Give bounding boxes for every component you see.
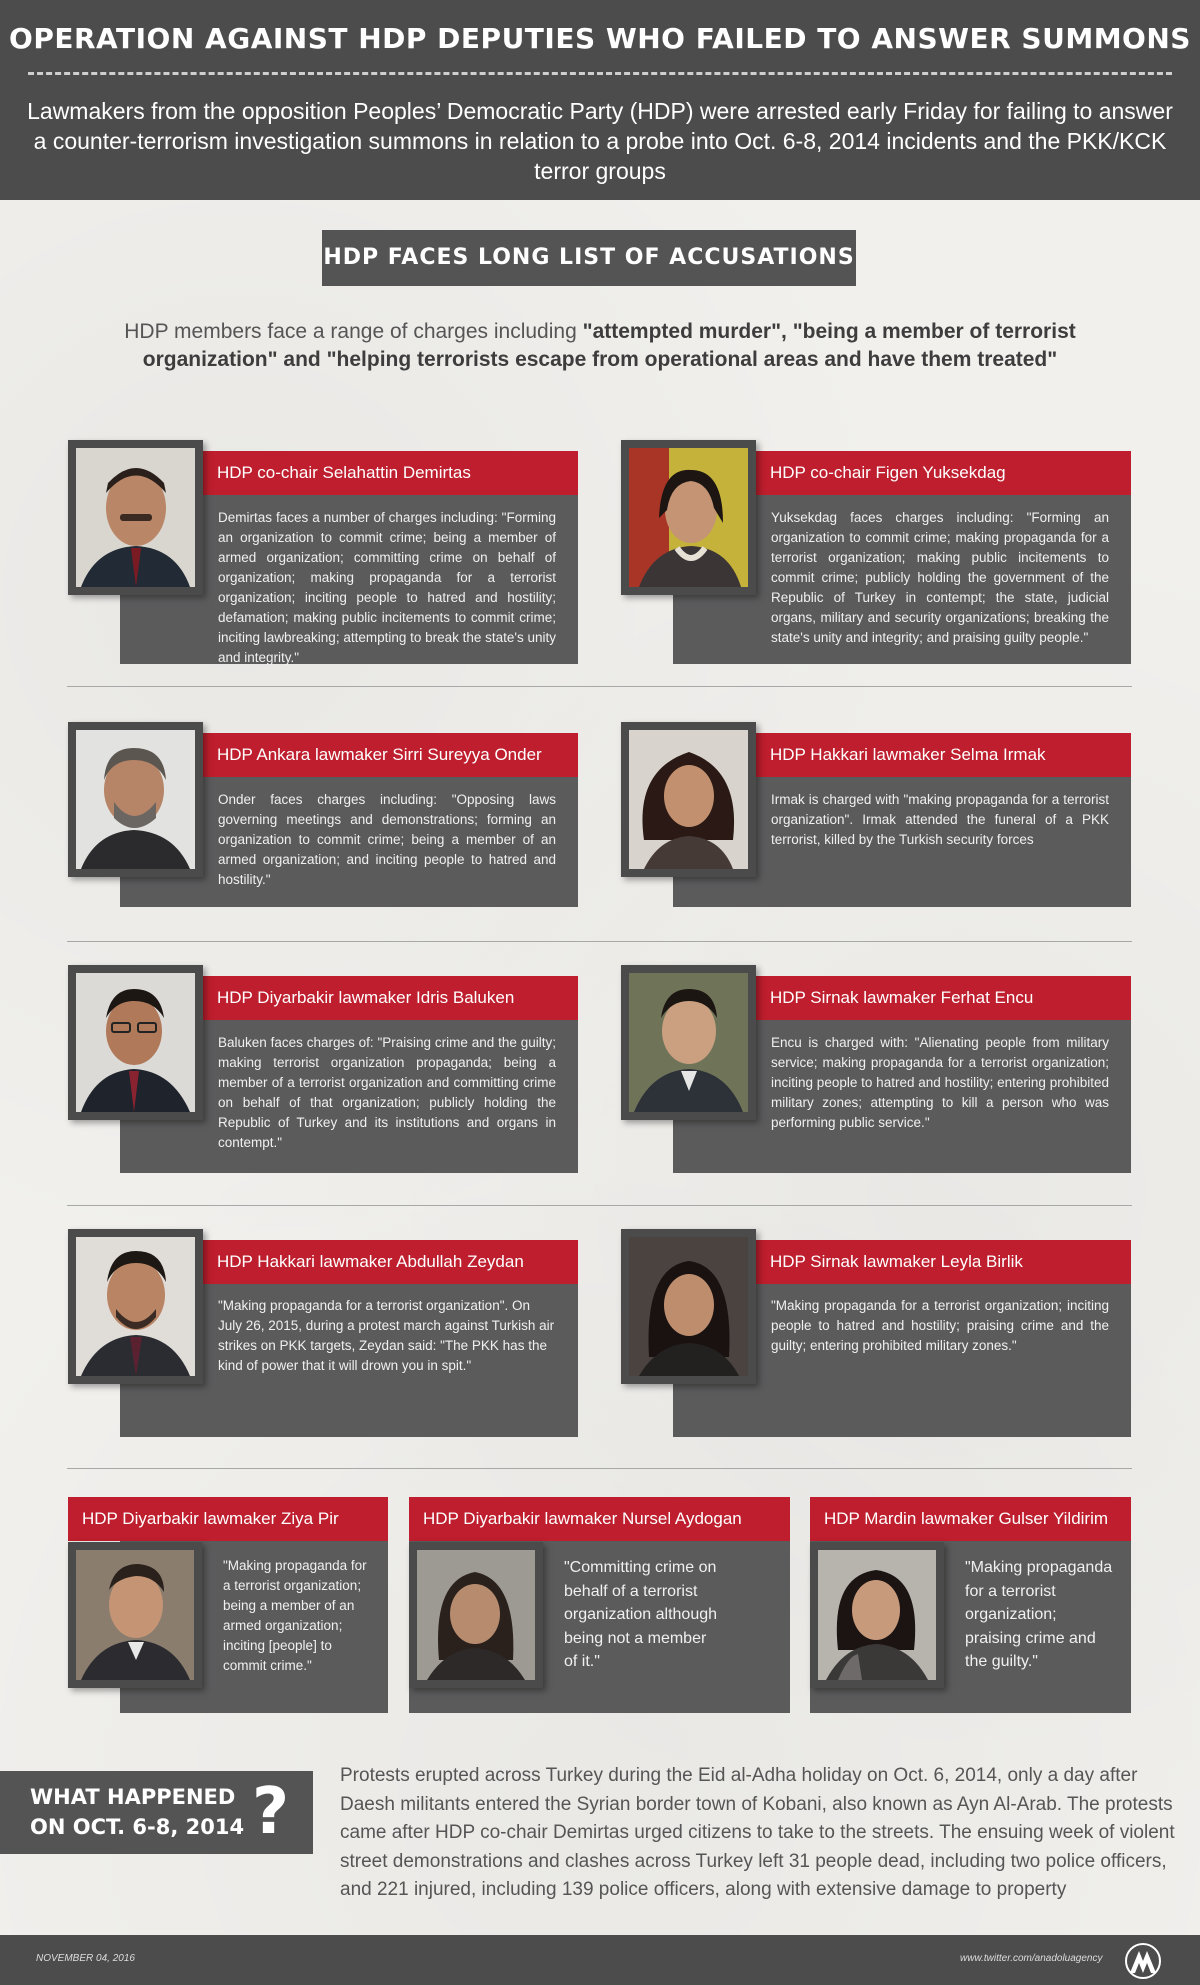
lawmaker-charges: "Committing crime on behalf of a terrorist organization although being not a member of it.": [564, 1559, 718, 1670]
lawmaker-photo: [68, 440, 203, 595]
question-mark-icon: ?: [252, 1775, 290, 1849]
lawmaker-charges: Onder faces charges including: "Opposing laws governing meetings and demonstrations; forming an organization to commit crime; being a member of an armed organization; and inciting people to hatred and hostility.": [218, 792, 556, 887]
section-heading: HDP FACES LONG LIST OF ACCUSATIONS: [322, 230, 856, 286]
aa-logo-icon: [1125, 1943, 1161, 1979]
intro-plain: HDP members face a range of charges including: [124, 320, 583, 343]
lawmaker-name: HDP Diyarbakir lawmaker Nursel Aydogan: [409, 1497, 790, 1541]
lawmaker-charges: "Making propaganda for a terrorist organization; praising crime and the guilty.": [965, 1559, 1113, 1670]
lawmaker-photo: [68, 965, 203, 1120]
portrait-image: [629, 1237, 748, 1376]
intro-text: [100, 318, 1100, 374]
what-happened-box: [0, 1771, 313, 1854]
intro-and: and: [277, 348, 327, 371]
what-happened-text: Protests erupted across Turkey during the Eid al-Adha holiday on Oct. 6, 2014, only a day after Daesh militants entered the Syrian border town of Kobani, also known as Ayn Al-Arab. The protests came after HDP co-chair Demirtas urged citizens to take to the streets. The ensuing week of violent street demonstrations and clashes across Turkey left 31 people dead, including two police officers, and 221 injured, including 139 police officers, along with extensive damage to property: [340, 1765, 1175, 1900]
portrait-image: [417, 1550, 535, 1680]
lawmaker-charges: Yuksekdag faces charges including: "Forming an organization to commit crime; making propaganda for a terrorist organization; making public incitements to commit crime; publicly holding the government of the Republic of Turkey in contempt; the state, judicial organs, military and security organizations; breaking the state's unity and integrity; and praising guilty people.": [771, 510, 1109, 645]
header-banner: [0, 0, 1200, 200]
portrait-image: [818, 1550, 936, 1680]
portrait-image: [629, 730, 748, 869]
lawmaker-name: HDP Diyarbakir lawmaker Ziya Pir: [68, 1497, 388, 1541]
lawmaker-charges: Baluken faces charges of: "Praising crime and the guilty; making terrorist organization propaganda; being a member of a terrorist organization and committing crime on behalf of that organization; publicly holding the Republic of Turkey and its institutions and organs in contempt.": [218, 1035, 556, 1150]
lawmaker-photo: [68, 722, 203, 877]
lawmaker-photo: [810, 1542, 944, 1688]
footer: [0, 1935, 1200, 1985]
lawmaker-name: HDP Hakkari lawmaker Abdullah Zeydan: [203, 1240, 578, 1284]
portrait-image: [76, 1237, 195, 1376]
lawmaker-charges: "Making propaganda for a terrorist organization; inciting people to hatred and hostility; praising crime and the guilty; entering prohibited military zones.": [771, 1298, 1109, 1353]
lawmaker-name: HDP Sirnak lawmaker Leyla Birlik: [756, 1240, 1131, 1284]
portrait-image: [76, 448, 195, 587]
lawmaker-charges: "Making propaganda for a terrorist organization". On July 26, 2015, during a protest march against Turkish air strikes on PKK targets, Zeydan said: "The PKK has the kind of power that it will drown you in spit.": [218, 1298, 555, 1373]
what-happened-line1: WHAT HAPPENED: [30, 1785, 236, 1809]
lawmaker-photo: [621, 722, 756, 877]
row-divider: [67, 1468, 1132, 1469]
what-happened-line2: ON OCT. 6-8, 2014: [30, 1815, 245, 1839]
lawmaker-charges: Encu is charged with: "Alienating people from military service; making propaganda for a terrorist organization; inciting people to hatred and hostility; entering prohibited military zones; attempting to kill a person who was performing public service.": [771, 1035, 1109, 1130]
footer-twitter-link[interactable]: www.twitter.com/anadoluagency: [960, 1953, 1103, 1964]
lawmaker-name: HDP Mardin lawmaker Gulser Yildirim: [810, 1497, 1131, 1541]
intro-bold-1: "attempted murder", "being a member of terrorist organization": [142, 320, 1076, 371]
lawmaker-charges: Demirtas faces a number of charges including: "Forming an organization to commit crime; being a member of armed organization; committing crime on behalf of organization; making propaganda for a terrorist organization; inciting people to hatred and hostility; defamation; making public incitements to commit crime; inciting lawbreaking; attempting to break the state's unity and integrity.": [218, 510, 557, 665]
row-divider: [67, 941, 1132, 942]
intro-bold-2: "helping terrorists escape from operational areas and have them treated": [326, 348, 1058, 371]
footer-date: NOVEMBER 04, 2016: [36, 1953, 135, 1964]
lawmaker-photo: [68, 1542, 202, 1688]
what-happened-heading: [30, 1782, 244, 1842]
lawmaker-photo: [621, 440, 756, 595]
portrait-image: [76, 1550, 194, 1680]
lawmaker-name: HDP co-chair Figen Yuksekdag: [756, 451, 1131, 495]
lawmaker-charges: "Making propaganda for a terrorist organization; being a member of an armed organization; inciting [people] to commit crime.": [223, 1558, 367, 1673]
portrait-image: [629, 448, 748, 587]
page-title: OPERATION AGAINST HDP DEPUTIES WHO FAILED TO ANSWER SUMMONS: [9, 22, 1191, 55]
header-divider: [28, 72, 1172, 75]
lawmaker-name: HDP co-chair Selahattin Demirtas: [203, 451, 578, 495]
lawmaker-name: HDP Sirnak lawmaker Ferhat Encu: [756, 976, 1131, 1020]
lawmaker-photo: [409, 1542, 543, 1688]
lawmaker-photo: [621, 1229, 756, 1384]
lawmaker-name: HDP Diyarbakir lawmaker Idris Baluken: [203, 976, 578, 1020]
lawmaker-photo: [621, 965, 756, 1120]
row-divider: [67, 686, 1132, 687]
lawmaker-name: HDP Ankara lawmaker Sirri Sureyya Onder: [203, 733, 578, 777]
portrait-image: [629, 973, 748, 1112]
lawmaker-name: HDP Hakkari lawmaker Selma Irmak: [756, 733, 1131, 777]
portrait-image: [76, 973, 195, 1112]
row-divider: [67, 1205, 1132, 1206]
lawmaker-photo: [68, 1229, 203, 1384]
page-subtitle: Lawmakers from the opposition Peoples’ Democratic Party (HDP) were arrested early Friday for failing to answer a counter-terrorism investigation summons in relation to a probe into Oct. 6-8, 2014 incidents and the PKK/KCK terror groups: [27, 98, 1173, 184]
lawmaker-charges: Irmak is charged with "making propaganda for a terrorist organization". Irmak attended the funeral of a PKK terrorist, killed by the Turkish security forces: [771, 792, 1109, 847]
portrait-image: [76, 730, 195, 869]
